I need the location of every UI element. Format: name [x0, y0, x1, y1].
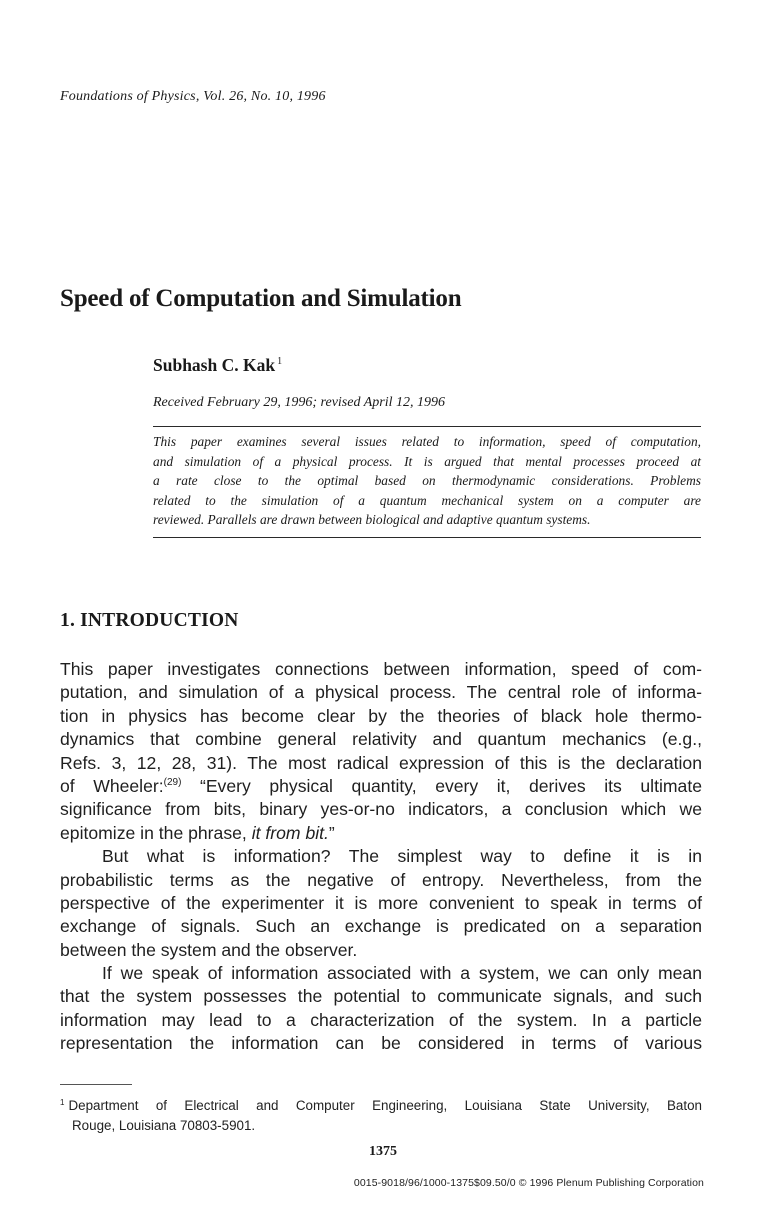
body-line: But what is information? The simplest way to define it is in: [102, 846, 702, 867]
footnote-line: [60, 1093, 702, 1116]
body-line: significance from bits, binary yes-or-no indicators, a conclusion which we: [60, 799, 702, 820]
journal-citation: Foundations of Physics, Vol. 26, No. 10, 1996: [60, 89, 326, 104]
body-line: exchange of signals. Such an exchange is predicated on a separation: [60, 916, 702, 937]
italic-phrase: it from bit.: [251, 822, 329, 843]
body-line: This paper investigates connections between information, speed of com-: [60, 659, 702, 679]
body-line: dynamics that combine general relativity and quantum mechanics (e.g.,: [60, 729, 702, 750]
abstract-line: reviewed. Parallels are drawn between biological and adaptive quantum systems.: [153, 512, 591, 527]
body-line: representation the information can be considered in terms of various: [60, 1033, 702, 1054]
body-text: [60, 658, 702, 1056]
footnote-mark: 1: [60, 1098, 65, 1107]
body-line: perspective of the experimenter it is more convenient to speak in terms of: [60, 892, 702, 913]
body-line: putation, and simulation of a physical process. The central role of informa-: [60, 682, 702, 703]
page-number: 1375: [369, 1144, 397, 1159]
abstract: [153, 426, 701, 538]
citation-29: (29): [163, 776, 182, 788]
body-text-fragment: of Wheeler:: [60, 775, 164, 796]
body-line: probabilistic terms as the negative of entropy. Nevertheless, from the: [60, 869, 702, 890]
body-text-fragment: “Every physical quantity, every it, derives its ultimate: [181, 775, 702, 796]
body-line: that the system possesses the potential to communicate signals, and such: [60, 986, 702, 1007]
footnote-line: Rouge, Louisiana 70803-5901.: [72, 1118, 256, 1133]
paper-title: Speed of Computation and Simulation: [60, 285, 462, 312]
body-line: If we speak of information associated with a system, we can only mean: [102, 963, 702, 984]
body-line-wheeler: [60, 775, 702, 798]
body-line: Refs. 3, 12, 28, 31). The most radical expression of this is the declaration: [60, 752, 702, 773]
author-line: [153, 355, 282, 376]
section-heading: 1. INTRODUCTION: [60, 610, 239, 631]
abstract-line: related to the simulation of a quantum mechanical system on a computer are: [153, 492, 701, 508]
body-text-fragment: ”: [328, 822, 335, 843]
received-dates: Received February 29, 1996; revised April 12, 1996: [153, 395, 445, 410]
body-text-fragment: epitomize in the phrase,: [60, 822, 252, 843]
body-line-epitomize: [60, 822, 702, 845]
footnote-rule: [60, 1084, 132, 1085]
abstract-line: and simulation of a physical process. It is argued that mental processes proceed at: [153, 453, 701, 469]
abstract-line: a rate close to the optimal based on thermodynamic considerations. Problems: [153, 473, 701, 488]
author-name: Subhash C. Kak: [153, 355, 276, 375]
copyright-line: 0015-9018/96/1000-1375$09.50/0 © 1996 Plenum Publishing Corporation: [353, 1177, 704, 1189]
body-line: between the system and the observer.: [60, 939, 358, 960]
author-footnote-mark: 1: [277, 356, 283, 367]
body-line: tion in physics has become clear by the theories of black hole thermo-: [60, 705, 702, 726]
footnote: [60, 1093, 702, 1136]
abstract-line: This paper examines several issues related to information, speed of computation,: [153, 434, 701, 449]
body-line: information may lead to a characterization of the system. In a particle: [60, 1009, 702, 1030]
footnote-text: Department of Electrical and Computer Engineering, Louisiana State University, Baton: [68, 1098, 702, 1113]
